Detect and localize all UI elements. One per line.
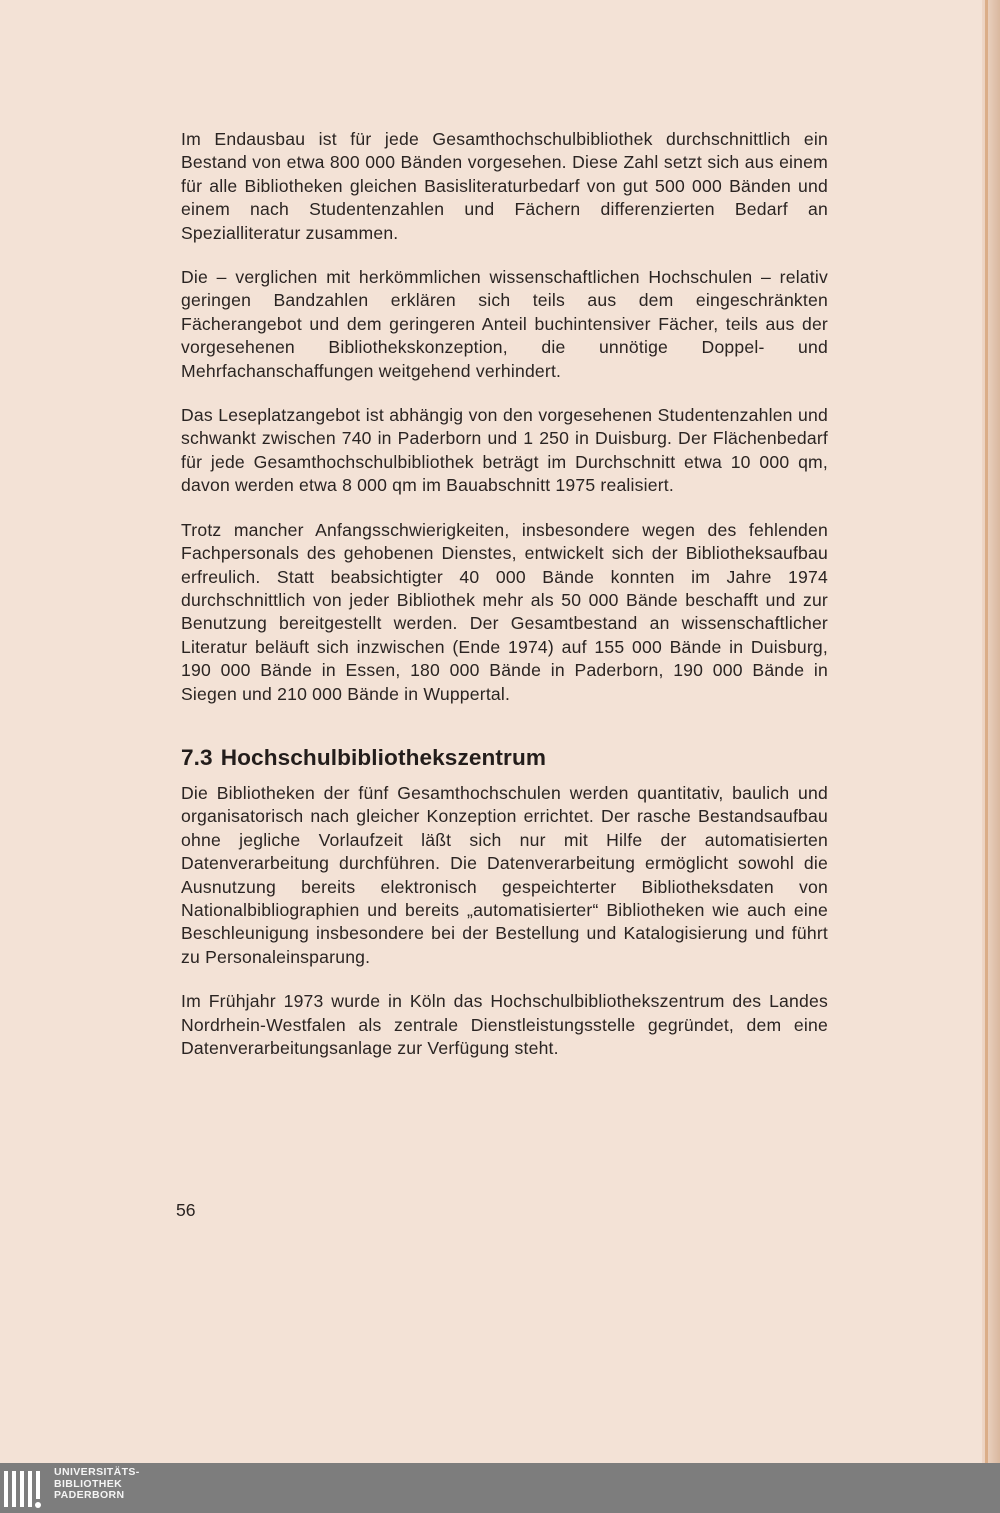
page-number: 56 xyxy=(176,1200,196,1220)
paragraph: Das Leseplatzangebot ist abhängig von den vorgesehenen Studentenzahlen und schwankt zwischen 740 in Paderborn und 1 250 in Duisburg. Der Flächenbedarf für jede Gesamthochschulbibliothek beträgt im Durchschnitt etwa 10 000 qm, davon werden etwa 8 000 qm im Bauabschnitt 1975 realisiert. xyxy=(181,405,828,496)
paragraph: Im Frühjahr 1973 wurde in Köln das Hochschulbibliothekszentrum des Landes Nordrhein-Westfalen als zentrale Dienstleistungsstelle gegründet, dem eine Datenverarbeitungsanlage zur Verfügung steht. xyxy=(181,991,828,1058)
logo-line: UNIVERSITÄTS- xyxy=(54,1466,140,1478)
library-logo-icon xyxy=(4,1469,48,1509)
paragraph: Die – verglichen mit herkömmlichen wissenschaftlichen Hochschulen – relativ geringen Bandzahlen erklären sich teils aus dem eingeschränkten Fächerangebot und dem geringeren Anteil buchintensiver Fächer, teils aus der vorgesehenen Bibliothekskonzeption, die unnötige Doppel- und Mehrfachanschaffungen weitgehend verhindert. xyxy=(181,267,828,381)
footer-bar xyxy=(0,1463,1000,1513)
section-heading xyxy=(181,744,828,772)
section-title: Hochschulbibliothekszentrum xyxy=(220,744,547,770)
paragraph: Die Bibliotheken der fünf Gesamthochschulen werden quantitativ, baulich und organisatorisch nach gleicher Konzeption errichtet. Der rasche Bestandsaufbau ohne jegliche Vorlaufzeit läßt sich nur mit Hilfe der automatisierten Datenverarbeitung durchführen. Die Datenverarbeitung ermöglicht sowohl die Ausnutzung bereits elektronisch gespeichterter Bibliotheksdaten von Nationalbibliographien und bereits „automatisierter“ Bibliotheken wie auch eine Beschleunigung insbesondere bei der Bestellung und Katalogisierung und führt zu Personaleinsparung. xyxy=(181,782,828,967)
paragraph: Trotz mancher Anfangsschwierigkeiten, insbesondere wegen des fehlenden Fachpersonals des gehobenen Dienstes, entwickelt sich der Bibliotheksaufbau erfreulich. Statt beabsichtigter 40 000 Bände konnten im Jahre 1974 durchschnittlich von jeder Bibliothek mehr als 50 000 Bände beschafft und zur Benutzung bereitgestellt werden. Der Gesamtbestand an wissenschaftlicher Literatur beläuft sich inzwischen (Ende 1974) auf 155 000 Bände in Duisburg, 190 000 Bände in Essen, 180 000 Bände in Paderborn, 190 000 Bände in Siegen und 210 000 Bände in Wuppertal. xyxy=(181,519,828,704)
page-edge-line xyxy=(985,0,988,1463)
text-column xyxy=(181,128,828,1060)
section-number: 7.3 xyxy=(181,744,213,770)
logo-line: BIBLIOTHEK xyxy=(54,1477,123,1490)
paragraph: Im Endausbau ist für jede Gesamthochschulbibliothek durchschnittlich ein Bestand von etwa 800 000 Bänden vorgesehen. Diese Zahl setzt sich aus einem für alle Bibliotheken gleichen Basisliteraturbedarf von gut 500 000 Bänden und einem nach Studentenzahlen und Fächern differenzierten Bedarf an Spezialliteratur zusammen. xyxy=(181,129,828,243)
logo-line: PADERBORN xyxy=(54,1489,125,1501)
library-logo-text xyxy=(54,1467,140,1502)
